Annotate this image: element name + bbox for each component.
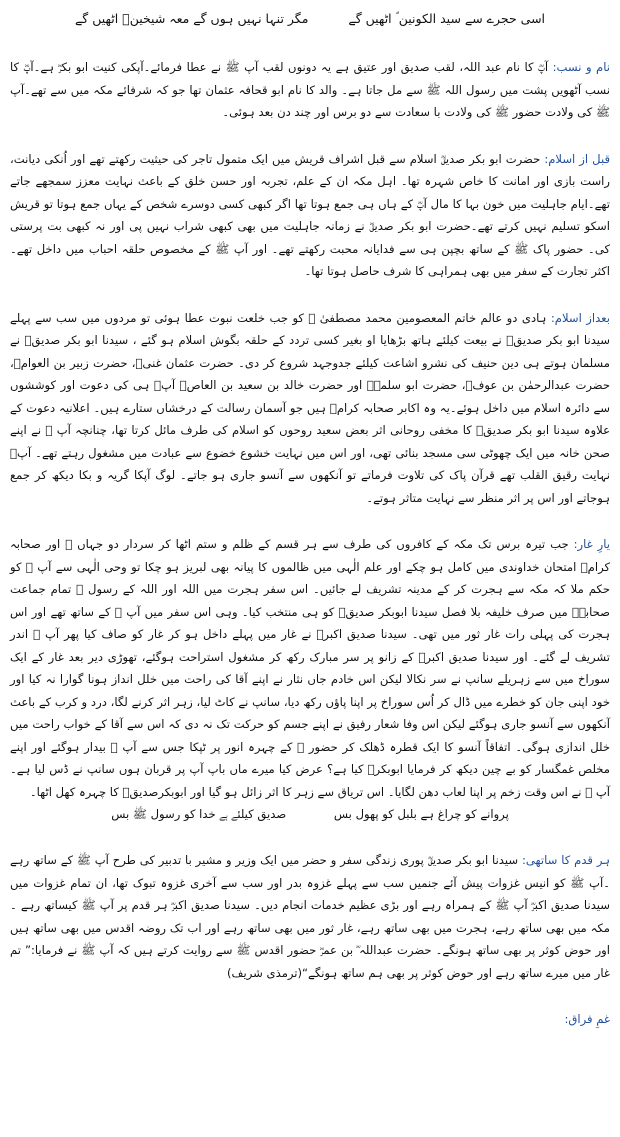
section-heading: بعداز اسلام: [550, 310, 610, 325]
next-section-heading: غمِ فراق: [564, 1012, 610, 1026]
section-text: ہادی دو عالم خاتم المعصومین محمد مصطفیٰ ﷺ کو جب خلعت نبوت عطا ہوئی تو مردوں میں سب سے پہلے سیدنا ابو بکر صدیقؓ نے بیعت کیلئے ہاتھ بڑھایا او بغیر کسی تردد کے حلقہ بگوش اسلام ہو گئے ، سیدنا ابو بکر صدیقؓ نے مسلمان ہوتے ہی دین حنیف کی نشرو اشاعت کیلئے جدوجہد شروع کر دی۔ حضرت عثمان غنیؓ، حضرت زبیر بن العوامؓ، حضرت عبدالرحمٰن بن عوفؓ، حضرت ابو سلمہؓ اور حضرت خالد بن سعید بن العاصؓ آپؓ ہی کی دعوت اور کوششوں سے دائرہ اسلام میں داخل ہوئے۔یہ وہ اکابر صحابہ کرامؓ ہیں جو آسمان رسالت کے درخشاں ستارے ہیں۔ اعلانیہ دعوت کے علاوہ سیدنا ابو بکر صدیقؓ کا مخفی روحانی اثر بعض سعید روحوں کو اسلام کی طرف مائل کرتا تھا، چنانچہ آپ ﷺ نے اپنے صحن خانہ میں ایک چھوٹی سی مسجد بنائی تھی، اور اس میں نہایت خشوع خضوع سے عبادت میں مشغول رہتے تھے۔ آپؓ نہایت رقیق القلب تھے قرآن پاک کی تلاوت فرماتے تو آنکھوں سے آنسو جاری ہو جاتے۔ لوگ آپکا گریہ و بکا دیکھ کر جمع ہوجاتے اور اس پر اثر منظر سے نہایت متاثر ہوتے۔ [10, 310, 610, 505]
section-heading: یارِ غار: [573, 537, 610, 551]
section-heading: ہر قدم کا ساتھی: [521, 853, 611, 867]
section-text: جب تیرہ برس تک مکہ کے کافروں کی طرف سے ہر قسم کے ظلم و ستم اٹھا کر سردار دو جہاں ﷺ اور صحابہ کرامؓ امتحان خداوندی میں کامل ہو چکے اور علم الٰہی میں ظالموں کا پیانہ بھی لبریز ہو چکا تو وحی الٰہی سے آپ ﷺ کو حکم ملا کہ مکہ سے ہجرت کر کے مدینہ تشریف لے جائیں۔ اس سفر ہجرت میں اللہ اور اللہ کے رسول ﷺ تمام جماعت صحابہؓ میں صرف خلیفہ بلا فصل سیدنا ابوبکر صدیقؓ کو ہی منتخب کیا۔ وہی اس سفر میں آپ ﷺ کے ساتھ تھے اور اس ہجرت کی پہلی رات غار ثور میں تھی۔ سیدنا صدیق اکبرؓ نے غار میں پہلے داخل ہو کر غار کو صاف کیا پھر آپ ﷺ اندر تشریف لے گئے۔ اور سیدنا صدیق اکبرؓ کے زانو پر سر مبارک رکھ کر مشغول استراحت ہوگئے، تھوڑی دیر بعد غار کے ایک سوراخ میں سے زہریلے سانپ نے سر نکالا لیکن اس خادم جاں نثار نے اپنے آقا کی راحت میں خلل انداز ہونا گوارا نہ کیا اور خود اپنی جان کو خطرے میں ڈال کر اُس سوراخ پر اپنا پاؤں رکھ دیا، سانپ نے کاٹ لیا، زہر اثر کرنے لگا، درد و کرب کے باعث آنکھوں سے آنسو جاری ہوگئے لیکن اس وفا شعار رفیق نے اپنے جسم کو حرکت تک نہ دی کہ اس سے آقا کے خواب راحت میں خلل اندازی ہوگی۔ اتفاقاً آنسو کا ایک قطرہ ڈھلک کر حضور ﷺ کے چہرہ انور پر ٹپکا جس سے آپ ﷺ بیدار ہوگئے اور اپنے مخلص غمگسار کو بے چین دیکھ کر فرمایا ابوبکرؓ کیا ہے؟ عرض کیا میرے ماں باپ آپ پر قربان ہوں سانپ نے ڈس لیا ہے۔ آپ ﷺ نے اس وقت زخم پر اپنا لعاب دھن لگایا۔ اس تریاق سے زہر کا اثر زائل ہو گیا اور ابوبکرصدیقؓ کا چہرہ کھل اٹھا۔ [10, 537, 610, 799]
opening-verse-right: اسی حجرے سے سید الکونین ؐ اٹھیں گے [348, 11, 546, 26]
section-companion-of-cave [10, 533, 610, 825]
opening-verse-left: مگر تنہا نہیں ہوں گے معہ شیخینؓ اٹھیں گے [74, 11, 309, 26]
opening-verse [10, 8, 610, 30]
section-before-islam [10, 148, 610, 283]
section-heading: قبل از اسلام: [544, 151, 610, 166]
inline-verse [10, 803, 610, 825]
inline-verse-right: پروانے کو چراغ ہے بلبل کو پھول بس [333, 807, 509, 821]
section-text: حضرت ابو بکر صدیقؓ اسلام سے قبل اشراف قریش میں ایک متمول تاجر کی حیثیت رکھتے تھے اور اُنکی دیانت، راست بازی اور امانت کا خاص شہرہ تھا۔ اہل مکہ ان کے علم، تجربہ اور حسن خلق کے باعث نہایت معزز سمجھے جاتے تھے۔ایام جاہلیت میں خون بہا کا مال آپؓ کے ہاں ہی جمع ہوتا تھا اگر کبھی کسی دوسرے شخص کے یہاں جمع ہوتا تو قریش اسکو تسلیم نہیں کرتے تھے۔حضرت ابو بکر صدیقؓ نے زمانہ جاہلیت میں بھی کبھی شراب نہیں پی اور نہ کبھی بت پرستی کی۔ حضور پاک ﷺ کے ساتھ بچپن ہی سے فدایانہ محبت رکھتے تھے۔ اور آپ ﷺ کے مخصوص حلقہ احباب میں داخل تھے۔ اکثر تجارت کے سفر میں بھی ہمراہی کا شرف حاصل ہوتا تھا۔ [10, 151, 610, 278]
inline-verse-left: صدیق کیلئے ہے خدا کو رسول ﷺ بس [111, 807, 287, 821]
section-heading: نام و نسب: [552, 60, 610, 74]
section-after-islam [10, 307, 610, 510]
section-text: آپؓ کا نام عبد اللہ، لقب صدیق اور عتیق ہے یہ دونوں لقب آپ ﷺ نے عطا فرمائے۔آپکی کنیت ابو بکرؓ ہے۔آپؓ کا نسب آٹھویں پشت میں رسول اللہ ﷺ سے مل جاتا ہے۔ والد کا نام ابو قحافہ عثمان تھا جو کہ شرفائے مکہ میں سے تھے۔آپ ﷺ کی ولادت حضور ﷺ کی ولادت با سعادت سے دو برس اور چند دن بعد ہوئی۔ [10, 60, 610, 119]
section-every-step [10, 849, 610, 984]
section-text: سیدنا ابو بکر صدیقؓ پوری زندگی سفر و حضر میں ایک وزیر و مشیر با تدبیر کی طرح آپ ﷺ کے ساتھ رہے ۔آپ ﷺ کو انیس غزوات پیش آئے جنمیں سب سے پہلے غزوہ بدر اور سب سے آخری غزوہ تبوک تھا، ان تمام غزوات میں سیدنا صدیق اکبرؓ آپ ﷺ کے ہمراہ رہے اور بڑی عظیم خدمات انجام دیں۔ سیدنا صدیق اکبرؓ ہر قدم پر آپ ﷺ کیساتھ رہے ۔ مکہ میں بھی ساتھ رہے، ہجرت میں بھی ساتھ رہے، غار ثور میں بھی ساتھ رہے اور اب تک روضہ اقدس میں بھی ساتھ ہیں اور حوض کوثر پر بھی ساتھ ہونگے۔ حضرت عبداللہ ؓ بن عمرؓ حضور اقدس ﷺ سے روایت کرتے ہیں کہ آپ ﷺ نے فرمایا:” تم غار میں میرے ساتھ رہے اور حوض کوثر پر بھی ہم ساتھ ہونگے“(ترمذی شریف) [10, 853, 610, 980]
section-lineage [10, 56, 610, 124]
